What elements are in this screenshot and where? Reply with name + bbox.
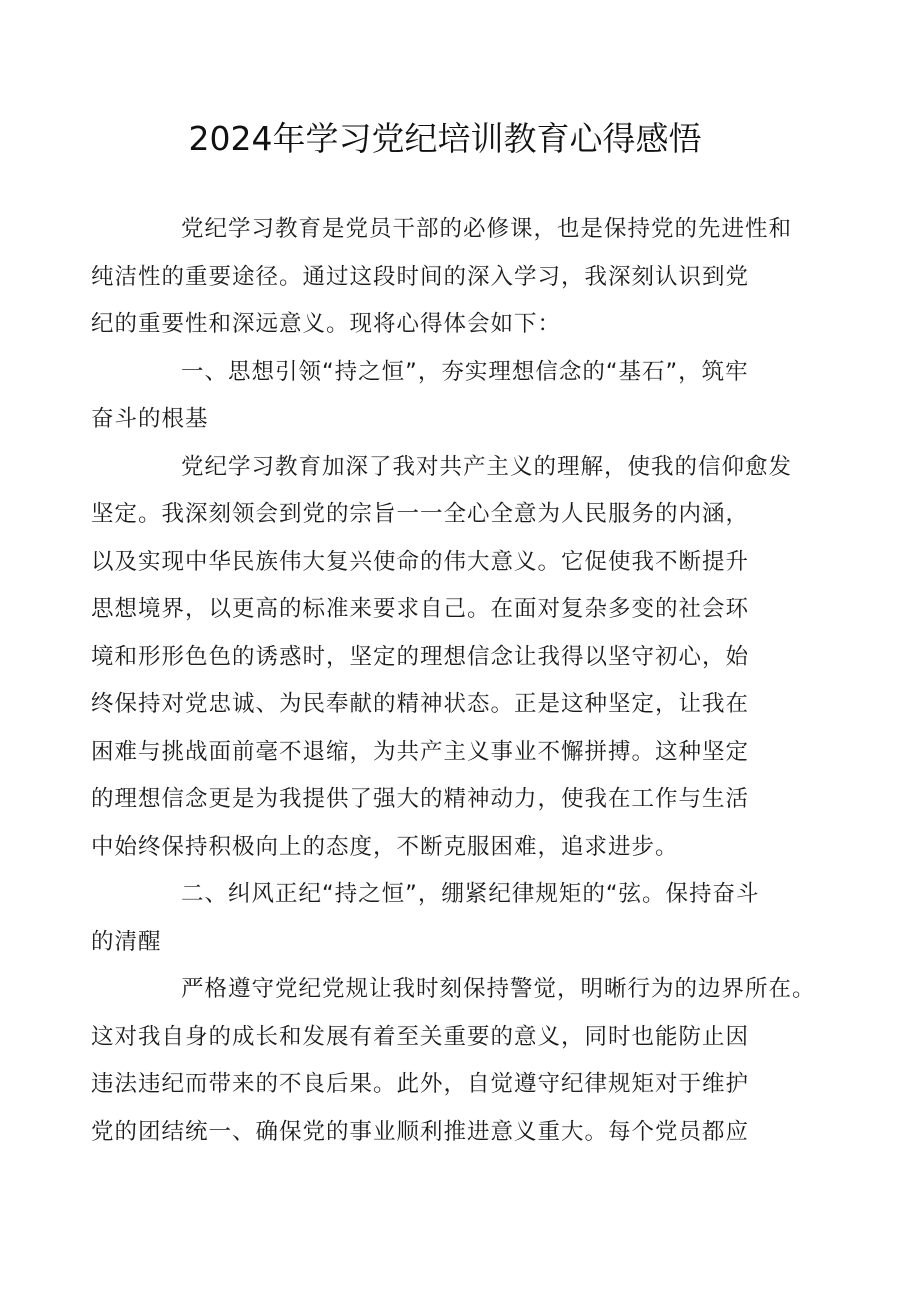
paragraph-line: 严格遵守党纪党规让我时刻保持警觉，明晰行为的边界所在。 [181,976,816,1002]
heading-line: 二、纠风正纪“持之恒”，绷紧纪律规矩的“弦。保持奋斗 [181,881,760,907]
paragraph-line: 纪的重要性和深远意义。现将心得体会如下： [91,311,562,337]
section-heading-1 [91,349,796,444]
paragraph-line: 以及实现中华民族伟大复兴使命的伟大意义。它促使我不断提升 [91,548,750,575]
paragraph-line: 境和形形色色的诱惑时，坚定的理想信念让我得以坚守初心，始 [91,643,750,670]
paragraph-line: 终保持对党忠诚、为民奉献的精神状态。正是这种坚定，让我在 [91,691,750,717]
paragraph-section-2 [91,966,816,1156]
paragraph-line: 的理想信念更是为我提供了强大的精神动力，使我在工作与生活 [91,786,750,812]
section-heading-2 [91,871,796,966]
heading-line: 奋斗的根基 [91,406,209,432]
paragraph-line: 违法违纪而带来的不良后果。此外，自觉遵守纪律规矩对于维护 [91,1071,750,1097]
document-body [91,206,816,1156]
paragraph-line: 纯洁性的重要途径。通过这段时间的深入学习，我深刻认识到党 [91,263,750,290]
paragraph-line: 党的团结统一、确保党的事业顺利推进意义重大。每个党员都应 [91,1118,750,1145]
paragraph-line: 困难与挑战面前毫不退缩，为共产主义事业不懈拼搏。这种坚定 [91,738,750,765]
document-title: 2024年学习党纪培训教育心得感悟 [188,119,702,158]
heading-line: 的清醒 [91,928,162,955]
paragraph-section-1 [91,444,796,872]
paragraph-intro [91,206,796,349]
paragraph-line: 党纪学习教育是党员干部的必修课，也是保持党的先进性和 [181,216,793,242]
paragraph-line: 这对我自身的成长和发展有着至关重要的意义，同时也能防止因 [91,1023,750,1050]
paragraph-line: 党纪学习教育加深了我对共产主义的理解，使我的信仰愈发 [181,453,793,480]
heading-line: 一、思想引领“持之恒”，夯实理想信念的“基石”，筑牢 [181,358,749,385]
paragraph-line: 坚定。我深刻领会到党的宗旨一一全心全意为人民服务的内涵， [91,501,750,527]
paragraph-line: 思想境界，以更高的标准来要求自己。在面对复杂多变的社会环 [91,596,750,622]
paragraph-line: 中始终保持积极向上的态度，不断克服困难，追求进步。 [91,833,679,860]
